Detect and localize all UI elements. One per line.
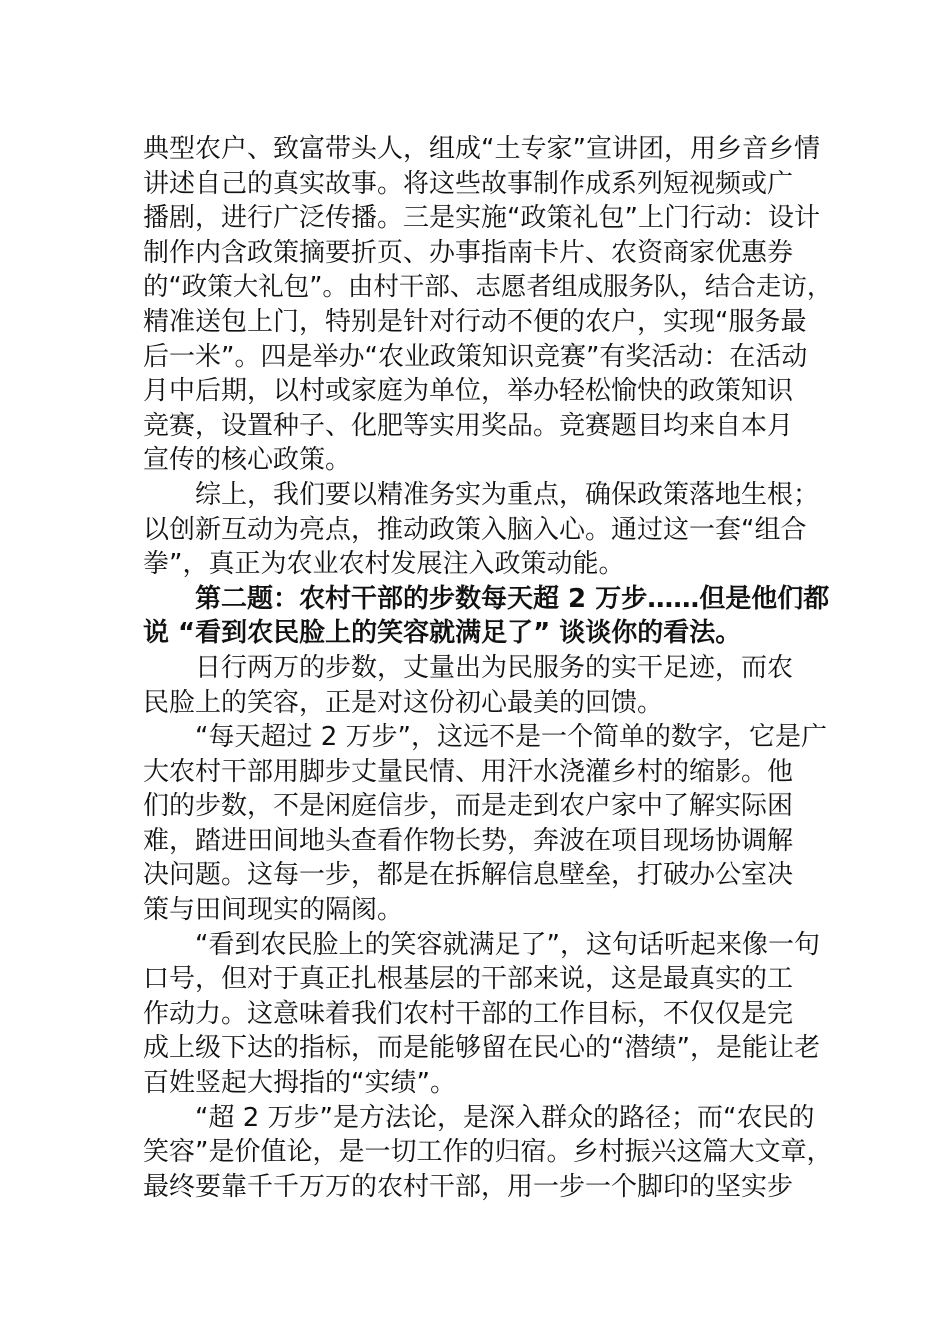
text-line: 最终要靠千千万万的农村干部，用一步一个脚印的坚实步 [143, 1171, 794, 1202]
text-line: 百姓竖起大拇指的“实绩”。 [143, 1068, 456, 1099]
document-body [143, 132, 833, 1204]
text-line: 以创新互动为亮点，推动政策入脑入心。通过这一套“组合 [143, 514, 807, 545]
question-heading-line: 第二题：农村干部的步数每天超 2 万步……但是他们都 [195, 583, 830, 614]
text-line: 播剧，进行广泛传播。三是实施“政策礼包”上门行动：设计 [143, 203, 820, 234]
question-heading-line: 说 “看到农民脸上的笑容就满足了” 谈谈你的看法。 [143, 618, 742, 649]
text-line: 拳”，真正为农业农村发展注入政策动能。 [143, 549, 625, 580]
text-line: 们的步数，不是闲庭信步，而是走到农户家中了解实际困 [143, 791, 794, 822]
text-line: 策与田间现实的隔阂。 [143, 895, 404, 926]
text-line: 月中后期，以村或家庭为单位，举办轻松愉快的政策知识 [143, 376, 794, 407]
text-line: 竞赛，设置种子、化肥等实用奖品。竞赛题目均来自本月 [143, 410, 794, 441]
text-line: 口号，但对于真正扎根基层的干部来说，这是最真实的工 [143, 964, 794, 995]
paragraph-start-line: “每天超过 2 万步”，这远不是一个简单的数字，它是广 [195, 722, 828, 753]
text-line: 精准送包上门，特别是针对行动不便的农户，实现“服务最 [143, 306, 807, 337]
text-line: 宣传的核心政策。 [143, 445, 352, 476]
text-line: 作动力。这意味着我们农村干部的工作目标，不仅仅是完 [143, 998, 794, 1029]
text-line: 制作内含政策摘要折页、办事指南卡片、农资商家优惠券 [143, 237, 794, 268]
text-line: 讲述自己的真实故事。将这些故事制作成系列短视频或广 [143, 168, 794, 199]
text-line: 难，踏进田间地头查看作物长势，奔波在项目现场协调解 [143, 825, 794, 856]
paragraph-start-line: 日行两万的步数，丈量出为民服务的实干足迹，而农 [195, 652, 794, 683]
paragraph-start-line: “看到农民脸上的笑容就满足了”，这句话听起来像一句 [195, 929, 820, 960]
text-line: 典型农户、致富带头人，组成“土专家”宣讲团，用乡音乡情 [143, 134, 820, 164]
text-line: 的“政策大礼包”。由村干部、志愿者组成服务队，结合走访， [143, 272, 833, 303]
paragraph-start-line: 综上，我们要以精准务实为重点，确保政策落地生根； [195, 479, 820, 510]
text-line: 决问题。这每一步，都是在拆解信息壁垒，打破办公室决 [143, 860, 794, 891]
text-line: 成上级下达的指标，而是能够留在民心的“潜绩”，是能让老 [143, 1033, 820, 1064]
text-line: 民脸上的笑容，正是对这份初心最美的回馈。 [143, 687, 664, 718]
text-line: 笑容”是价值论，是一切工作的归宿。乡村振兴这篇大文章， [143, 1137, 833, 1168]
text-line: 大农村干部用脚步丈量民情、用汗水浇灌乡村的缩影。他 [143, 756, 794, 787]
paragraph-start-line: “超 2 万步”是方法论，是深入群众的路径；而“农民的 [195, 1102, 815, 1133]
text-line: 后一米”。四是举办“农业政策知识竞赛”有奖活动：在活动 [143, 341, 808, 372]
